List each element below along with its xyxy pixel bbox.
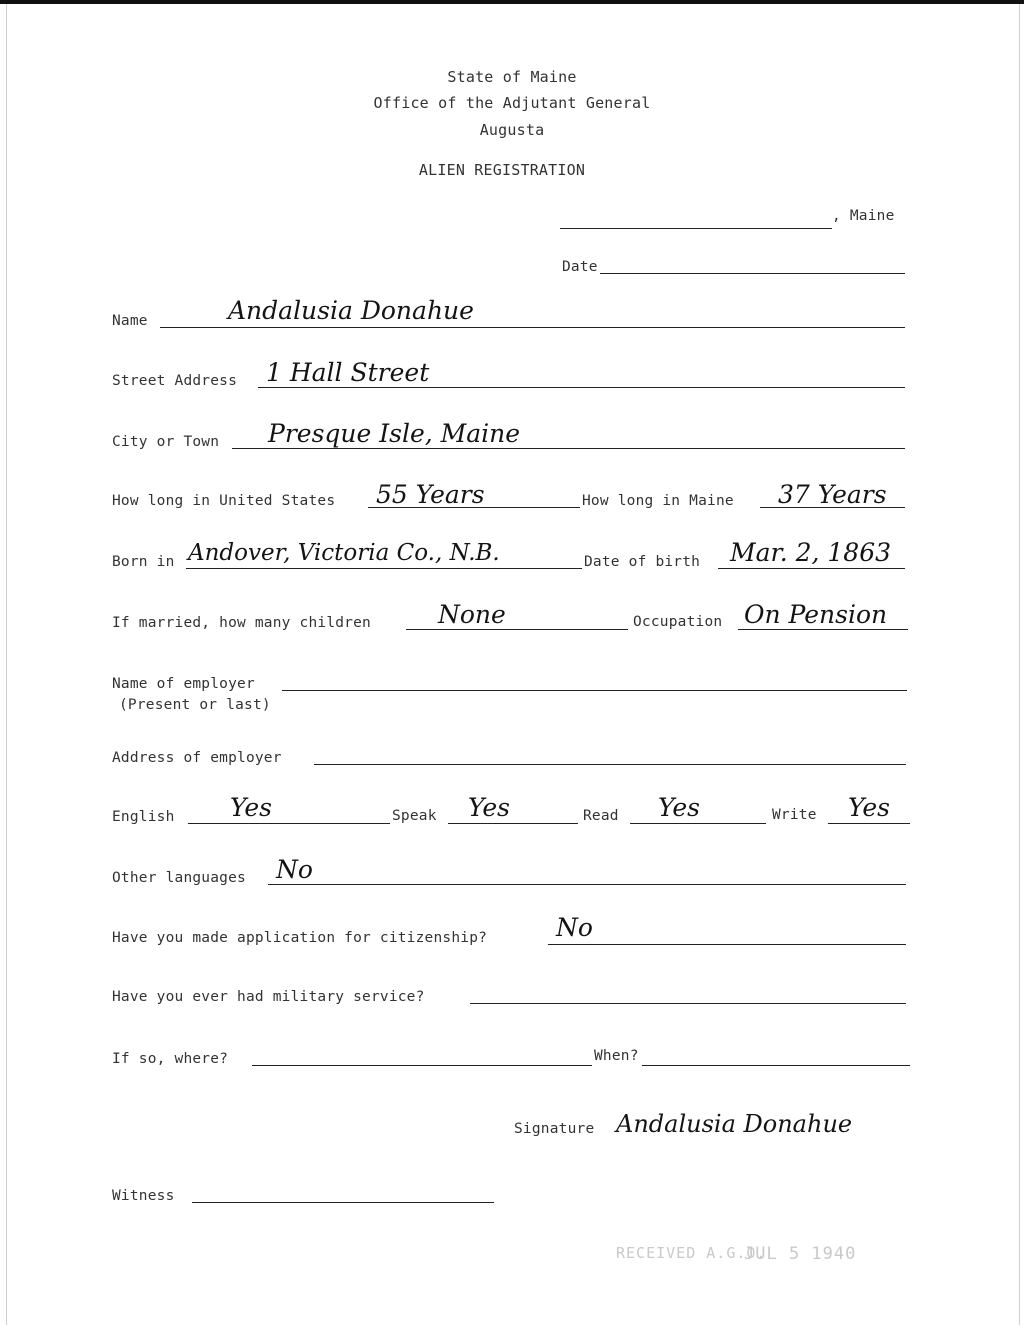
signature-label: Signature bbox=[514, 1121, 595, 1137]
if-so-where-label: If so, where? bbox=[112, 1051, 229, 1067]
witness-label: Witness bbox=[112, 1188, 175, 1204]
employer-address-label: Address of employer bbox=[112, 750, 282, 766]
when-label: When? bbox=[594, 1048, 639, 1064]
citizenship-line bbox=[548, 944, 906, 945]
other-languages-label: Other languages bbox=[112, 870, 246, 886]
write-label: Write bbox=[772, 807, 817, 823]
header-office: Office of the Adjutant General bbox=[373, 94, 651, 112]
street-line bbox=[258, 387, 905, 388]
employer-name-label: Name of employer bbox=[112, 676, 255, 692]
place-line bbox=[560, 228, 832, 229]
write-entry: Yes bbox=[848, 793, 890, 822]
military-line bbox=[470, 1003, 906, 1004]
other-languages-entry: No bbox=[276, 855, 313, 884]
english-label: English bbox=[112, 809, 175, 825]
occupation-line bbox=[738, 629, 908, 630]
received-stamp: RECEIVED A.G.O. bbox=[616, 1244, 767, 1262]
children-entry: None bbox=[438, 600, 506, 629]
english-entry: Yes bbox=[230, 793, 272, 822]
header-state: State of Maine bbox=[447, 68, 577, 86]
city-label: City or Town bbox=[112, 434, 220, 450]
how-long-maine-entry: 37 Years bbox=[778, 480, 887, 509]
city-entry: Presque Isle, Maine bbox=[268, 419, 521, 448]
date-line bbox=[600, 273, 905, 274]
signature-entry: Andalusia Donahue bbox=[616, 1110, 853, 1138]
header-city: Augusta bbox=[479, 121, 545, 139]
form-title: ALIEN REGISTRATION bbox=[418, 161, 586, 179]
children-label: If married, how many children bbox=[112, 615, 371, 631]
when-line bbox=[642, 1065, 910, 1066]
other-languages-line bbox=[268, 884, 906, 885]
witness-line bbox=[192, 1202, 494, 1203]
street-entry: 1 Hall Street bbox=[266, 358, 430, 387]
employer-name-line bbox=[282, 690, 907, 691]
date-of-birth-entry: Mar. 2, 1863 bbox=[730, 538, 892, 567]
name-label: Name bbox=[112, 313, 148, 329]
citizenship-entry: No bbox=[556, 913, 593, 942]
employer-address-line bbox=[314, 764, 906, 765]
english-line bbox=[188, 823, 390, 824]
born-in-entry: Andover, Victoria Co., N.B. bbox=[188, 540, 500, 566]
born-in-label: Born in bbox=[112, 554, 175, 570]
speak-line bbox=[448, 823, 578, 824]
write-line bbox=[828, 823, 910, 824]
received-stamp-date: JUL 5 1940 bbox=[744, 1244, 857, 1264]
if-so-where-line bbox=[252, 1065, 592, 1066]
how-long-maine-label: How long in Maine bbox=[582, 493, 734, 509]
name-entry: Andalusia Donahue bbox=[228, 296, 474, 325]
citizenship-label: Have you made application for citizenship? bbox=[112, 930, 488, 946]
how-long-us-entry: 55 Years bbox=[376, 480, 485, 509]
how-long-us-label: How long in United States bbox=[112, 493, 336, 509]
city-line bbox=[232, 448, 905, 449]
date-label: Date bbox=[562, 259, 598, 275]
name-line bbox=[160, 327, 905, 328]
maine-suffix: , Maine bbox=[832, 208, 895, 224]
speak-entry: Yes bbox=[468, 793, 510, 822]
children-line bbox=[406, 629, 628, 630]
street-label: Street Address bbox=[112, 373, 238, 389]
read-line bbox=[630, 823, 766, 824]
date-of-birth-label: Date of birth bbox=[584, 554, 701, 570]
form-sheet bbox=[6, 4, 1020, 1325]
speak-label: Speak bbox=[392, 808, 437, 824]
military-label: Have you ever had military service? bbox=[112, 989, 425, 1005]
occupation-label: Occupation bbox=[633, 614, 723, 630]
date-of-birth-line bbox=[718, 568, 905, 569]
read-label: Read bbox=[583, 808, 619, 824]
born-in-line bbox=[186, 568, 582, 569]
read-entry: Yes bbox=[658, 793, 700, 822]
occupation-entry: On Pension bbox=[744, 600, 888, 629]
employer-sub-label: (Present or last) bbox=[119, 697, 271, 713]
